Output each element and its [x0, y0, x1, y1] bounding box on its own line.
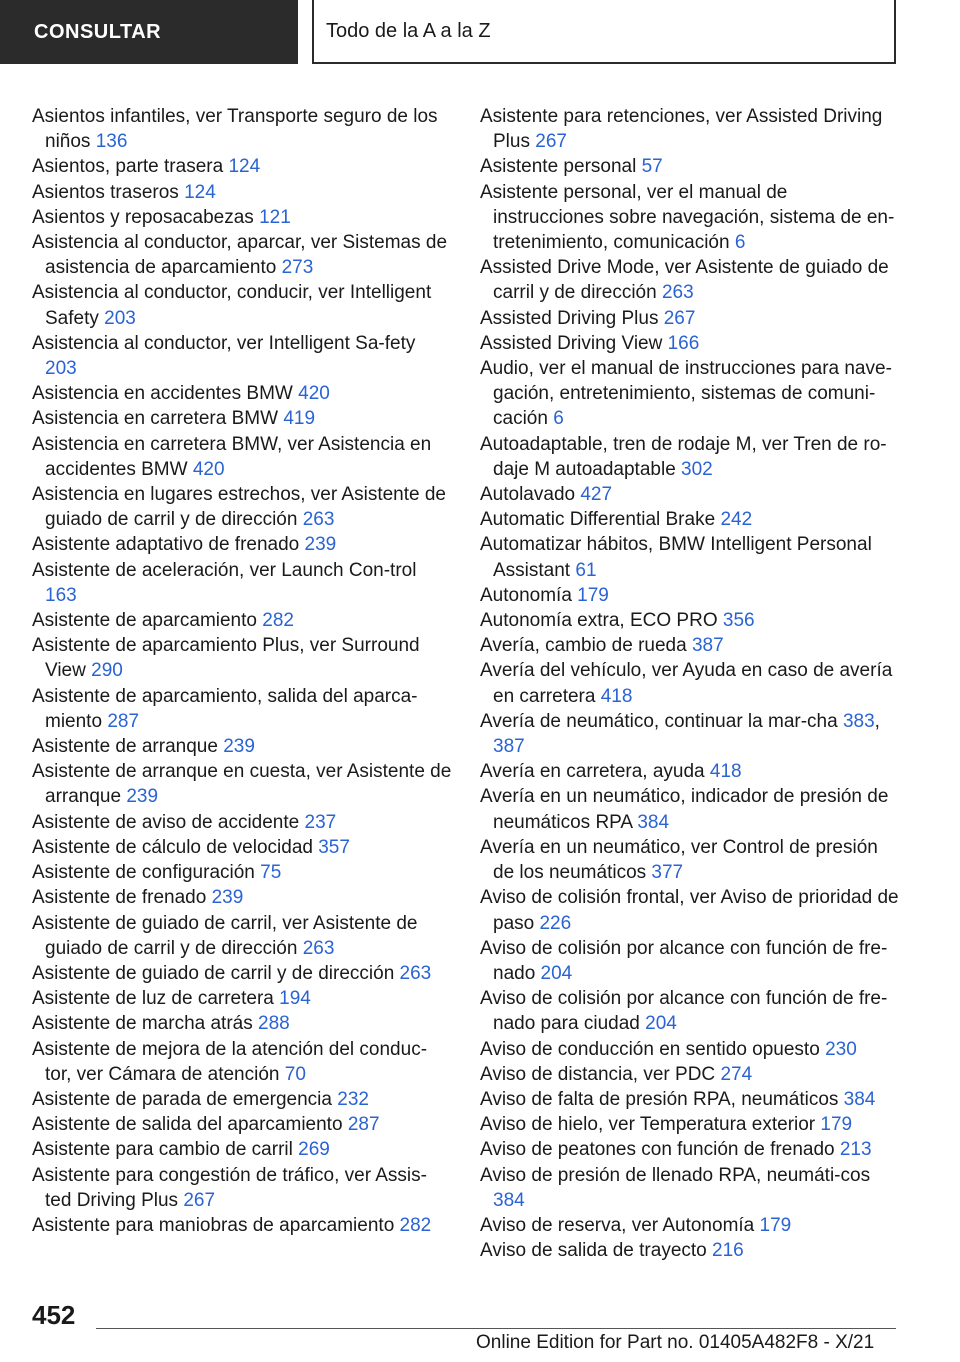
page-reference-link[interactable]: 179 [820, 1114, 853, 1136]
page-reference-link[interactable]: 239 [211, 887, 244, 909]
index-entry-label: Asientos y reposacabezas [32, 206, 260, 228]
index-entry-label: Aviso de falta de presión RPA, neumáticos [480, 1088, 844, 1110]
page-reference-link[interactable]: 230 [825, 1038, 857, 1060]
index-entry [480, 482, 900, 507]
index-entry [32, 1112, 452, 1137]
index-entry-label: Automatic Differential Brake [480, 509, 721, 531]
index-entry [480, 154, 900, 179]
page-reference-link[interactable]: 124 [228, 156, 261, 178]
index-entry-label: Asistente de marcha atrás [32, 1013, 258, 1035]
index-entry-label: Asistente de aviso de accidente [32, 811, 305, 833]
index-entry [480, 255, 900, 305]
page-reference-link[interactable]: 267 [535, 131, 567, 153]
index-entry-label: Asistencia al conductor, ver Intelligent Sa‐fety [32, 332, 416, 354]
index-entry-label: Avería del vehículo, ver Ayuda en caso de avería en carretera [480, 660, 893, 707]
index-entry-label: Asistente de aparcamiento, salida del aparca‐miento [32, 685, 418, 732]
index-entry-label: Aviso de colisión por alcance con función de fre‐nado [480, 937, 888, 984]
index-entry-label: Aviso de presión de llenado RPA, neumáti‐cos [480, 1164, 871, 1186]
index-entry [32, 885, 452, 910]
index-entry [480, 507, 900, 532]
page-reference-link[interactable]: 387 [691, 635, 724, 657]
index-entry [480, 180, 900, 256]
page-reference-link[interactable]: 242 [720, 509, 753, 531]
page-reference-link[interactable]: 136 [95, 131, 128, 153]
page-reference-link[interactable]: 267 [663, 307, 696, 329]
page-reference-link[interactable]: 237 [304, 811, 337, 833]
page-reference-link[interactable]: 232 [337, 1088, 369, 1110]
index-entry [32, 759, 452, 809]
index-entry-label: Asistencia en accidentes BMW [32, 383, 299, 405]
index-entry [480, 432, 900, 482]
page-reference-link[interactable]: 267 [183, 1189, 216, 1211]
index-entry-label: Audio, ver el manual de instrucciones para nave‐gación, entretenimiento, sistemas de comuni‐cación [480, 358, 892, 430]
index-entry-label: Aviso de colisión frontal, ver Aviso de prioridad de paso [480, 887, 899, 934]
index-column-left [32, 104, 452, 1238]
index-entry [480, 532, 900, 582]
index-entry-label: Aviso de distancia, ver PDC [480, 1063, 721, 1085]
page-reference-link[interactable]: 204 [540, 962, 573, 984]
index-entry [480, 986, 900, 1036]
section-title: Todo de la A a la Z [312, 0, 896, 64]
index-entry [32, 1037, 452, 1087]
index-entry [32, 104, 452, 154]
index-entry-label: Asistente para retenciones, ver Assisted Driving Plus [480, 106, 883, 153]
index-entry [480, 709, 900, 759]
index-entry [32, 1163, 452, 1213]
index-entry-label: Asistencia en carretera BMW [32, 408, 284, 430]
index-entry-label: Asistente adaptativo de frenado [32, 534, 305, 556]
index-entry [32, 961, 452, 986]
page-reference-link[interactable]: 6 [553, 408, 564, 430]
index-entry [32, 280, 452, 330]
page-reference-link[interactable]: 121 [259, 206, 291, 228]
page-reference-link[interactable]: 287 [347, 1114, 380, 1136]
page-reference-link[interactable]: 194 [279, 988, 311, 1010]
index-entry-label: Autonomía [480, 584, 578, 606]
page-reference-link[interactable]: 263 [302, 937, 335, 959]
index-entry-label: Asistencia al conductor, conducir, ver Intelligent Safety [32, 282, 432, 329]
index-entry [480, 936, 900, 986]
page-reference-link[interactable]: 263 [302, 509, 335, 531]
page-reference-link[interactable]: 282 [262, 610, 294, 632]
page-reference-link[interactable]: 420 [298, 383, 330, 405]
index-entry [32, 608, 452, 633]
index-entry-label: Avería en un neumático, ver Control de presión de los neumáticos [480, 836, 878, 884]
index-entry-label: Asistente para cambio de carril [32, 1139, 299, 1161]
index-entry-label: Automatizar hábitos, BMW Intelligent Personal Assistant [480, 534, 872, 581]
index-entry [480, 1213, 900, 1238]
page-reference-link[interactable]: 70 [284, 1063, 306, 1085]
page-reference-link[interactable]: 203 [104, 307, 136, 329]
index-entry [32, 1087, 452, 1112]
page-reference-link[interactable]: 263 [399, 962, 432, 984]
index-entry-label: Asistente personal [480, 156, 642, 178]
index-entry [480, 1112, 900, 1137]
page-reference-link[interactable]: 384 [637, 811, 670, 833]
index-entry [480, 784, 900, 834]
index-entry-label: Asistente de aparcamiento [32, 610, 263, 632]
index-entry [32, 406, 452, 431]
index-entry-label: Asientos traseros [32, 181, 185, 203]
page-reference-link[interactable]: 213 [839, 1139, 872, 1161]
index-entry-label: Asistente de guiado de carril, ver Asistente de guiado de carril y de dirección [32, 912, 418, 959]
page-reference-link[interactable]: 290 [91, 660, 123, 682]
index-entry [480, 1087, 900, 1112]
page-reference-link[interactable]: 384 [493, 1189, 525, 1211]
index-entry [480, 608, 900, 633]
page-reference-link[interactable]: 239 [126, 786, 159, 808]
page-reference-link[interactable]: 387 [493, 736, 525, 758]
page-reference-link[interactable]: 356 [722, 610, 755, 632]
index-entry [480, 356, 900, 432]
section-tab: CONSULTAR [0, 0, 298, 64]
page-reference-link[interactable]: 274 [720, 1063, 753, 1085]
page-reference-link[interactable]: 377 [651, 862, 684, 884]
index-entry-label: Asientos, parte trasera [32, 156, 229, 178]
index-entry [32, 810, 452, 835]
index-entry-label: Asistencia al conductor, aparcar, ver Sistemas de asistencia de aparcamiento [32, 232, 448, 279]
page-reference-link[interactable]: 203 [45, 358, 77, 380]
page-reference-link[interactable]: 383 [842, 710, 875, 732]
index-entry [32, 154, 452, 179]
page-number: 452 [32, 1300, 76, 1330]
index-entry-label: Autolavado [480, 484, 581, 506]
index-entry-label: Asistente de frenado [32, 887, 212, 909]
index-entry [32, 835, 452, 860]
index-entry [32, 432, 452, 482]
index-entry [480, 331, 900, 356]
index-entry-label: Asistente de cálculo de velocidad [32, 836, 319, 858]
page-reference-link[interactable]: 287 [107, 710, 140, 732]
index-entry [480, 835, 900, 885]
page-reference-link[interactable]: 302 [681, 458, 713, 480]
index-entry-label: Asientos infantiles, ver Transporte seguro de los niños [32, 106, 438, 153]
index-entry-label: Avería, cambio de rueda [480, 635, 692, 657]
index-entry [32, 532, 452, 557]
index-entry-label: Aviso de salida de trayecto [480, 1240, 713, 1262]
index-entry [32, 381, 452, 406]
index-entry-label: Asistente de arranque en cuesta, ver Asistente de arranque [32, 761, 452, 808]
index-entry-label: Aviso de peatones con función de frenado [480, 1139, 840, 1161]
page-reference-link[interactable]: 239 [223, 736, 255, 758]
index-entry-label: Assisted Drive Mode, ver Asistente de guiado de carril y de dirección [480, 257, 889, 304]
page-reference-link[interactable]: 427 [580, 484, 613, 506]
index-entry-label: Asistente de configuración [32, 862, 261, 884]
page-reference-link[interactable]: 288 [258, 1013, 290, 1035]
footer-divider [96, 1328, 896, 1329]
index-entry [480, 306, 900, 331]
index-entry [32, 230, 452, 280]
index-entry-label: Avería de neumático, continuar la mar‐cha [480, 710, 843, 732]
page-reference-link[interactable]: 418 [709, 761, 742, 783]
index-entry-label: Asistente de aceleración, ver Launch Con‐trol [32, 559, 417, 581]
page-reference-link[interactable]: 61 [575, 559, 597, 581]
page-reference-link[interactable]: 357 [318, 836, 350, 858]
index-entry [480, 633, 900, 658]
page-reference-link[interactable]: 204 [645, 1013, 677, 1035]
footer-edition: Online Edition for Part no. 01405A482F8 - X/21 [476, 1332, 875, 1353]
page-reference-link[interactable]: 124 [184, 181, 216, 203]
index-entry [480, 658, 900, 708]
index-entry [480, 104, 900, 154]
page-reference-link[interactable]: 75 [260, 862, 282, 884]
page-reference-link[interactable]: 282 [399, 1214, 432, 1236]
index-entry-label: Asistente de guiado de carril y de dirección [32, 962, 400, 984]
index-entry [32, 986, 452, 1011]
page-reference-link[interactable]: 239 [304, 534, 337, 556]
index-entry-label: Asistente de luz de carretera [32, 988, 280, 1010]
index-entry [32, 331, 452, 381]
page-separator: , [874, 710, 880, 732]
index-entry [480, 1137, 900, 1162]
index-entry-label: Assisted Driving View [480, 332, 668, 354]
page-reference-link[interactable]: 263 [661, 282, 694, 304]
index-entry [480, 885, 900, 935]
index-entry [32, 482, 452, 532]
page-reference-link[interactable]: 420 [192, 458, 225, 480]
index-entry-label: Aviso de conducción en sentido opuesto [480, 1038, 826, 1060]
index-entry [32, 911, 452, 961]
index-entry [32, 1137, 452, 1162]
index-entry-label: Asistente de mejora de la atención del conduc‐tor, ver Cámara de atención [32, 1038, 428, 1085]
index-entry-label: Asistente personal, ver el manual de instrucciones sobre navegación, sistema de en‐tretenimiento, comunicación [480, 181, 895, 254]
index-entry-label: Assisted Driving Plus [480, 307, 664, 329]
index-entry [32, 860, 452, 885]
index-entry-label: Aviso de colisión por alcance con función de fre‐nado para ciudad [480, 988, 888, 1035]
index-entry [32, 734, 452, 759]
index-entry [32, 633, 452, 683]
index-entry-label: Asistencia en carretera BMW, ver Asistencia en accidentes BMW [32, 433, 432, 480]
index-entry-label: Asistente de aparcamiento Plus, ver Surround View [32, 635, 420, 682]
index-entry-label: Autoadaptable, tren de rodaje M, ver Tren de ro‐daje M autoadaptable [480, 433, 887, 480]
index-entry [480, 1037, 900, 1062]
page-header [0, 0, 960, 66]
page-reference-link[interactable]: 216 [712, 1240, 744, 1262]
index-entry [480, 1062, 900, 1087]
index-entry-label: Asistente de parada de emergencia [32, 1088, 338, 1110]
index-entry-label: Asistente de arranque [32, 736, 224, 758]
index-entry-label: Asistente para congestión de tráfico, ver Assis‐ted Driving Plus [32, 1164, 427, 1211]
index-column-right [480, 104, 900, 1263]
page-reference-link[interactable]: 179 [577, 584, 609, 606]
page-reference-link[interactable]: 384 [843, 1088, 876, 1110]
page-reference-link[interactable]: 418 [600, 685, 633, 707]
index-entry-label: Avería en carretera, ayuda [480, 761, 710, 783]
index-entry-label: Aviso de reserva, ver Autonomía [480, 1214, 760, 1236]
page-reference-link[interactable]: 163 [45, 584, 77, 606]
index-entry-label: Asistente para maniobras de aparcamiento [32, 1214, 400, 1236]
page-reference-link[interactable]: 166 [667, 332, 700, 354]
page-reference-link[interactable]: 179 [759, 1214, 792, 1236]
page-reference-link[interactable]: 269 [298, 1139, 330, 1161]
index-entry-label: Autonomía extra, ECO PRO [480, 610, 723, 632]
index-entry [32, 1011, 452, 1036]
index-entry [32, 180, 452, 205]
index-entry [32, 558, 452, 608]
page-reference-link[interactable]: 57 [641, 156, 663, 178]
page-reference-link[interactable]: 273 [281, 257, 314, 279]
index-entry [32, 684, 452, 734]
index-entry-label: Asistencia en lugares estrechos, ver Asistente de guiado de carril y de dirección [32, 484, 447, 531]
index-entry [32, 205, 452, 230]
index-entry [480, 1238, 900, 1263]
index-entry [480, 583, 900, 608]
page-reference-link[interactable]: 6 [734, 232, 746, 254]
page-reference-link[interactable]: 419 [283, 408, 316, 430]
index-entry-label: Avería en un neumático, indicador de presión de neumáticos RPA [480, 786, 889, 833]
index-entry [480, 759, 900, 784]
index-entry-label: Aviso de hielo, ver Temperatura exterior [480, 1114, 821, 1136]
index-entry [32, 1213, 452, 1238]
page-reference-link[interactable]: 226 [539, 912, 572, 934]
index-entry [480, 1163, 900, 1213]
index-entry-label: Asistente de salida del aparcamiento [32, 1114, 348, 1136]
